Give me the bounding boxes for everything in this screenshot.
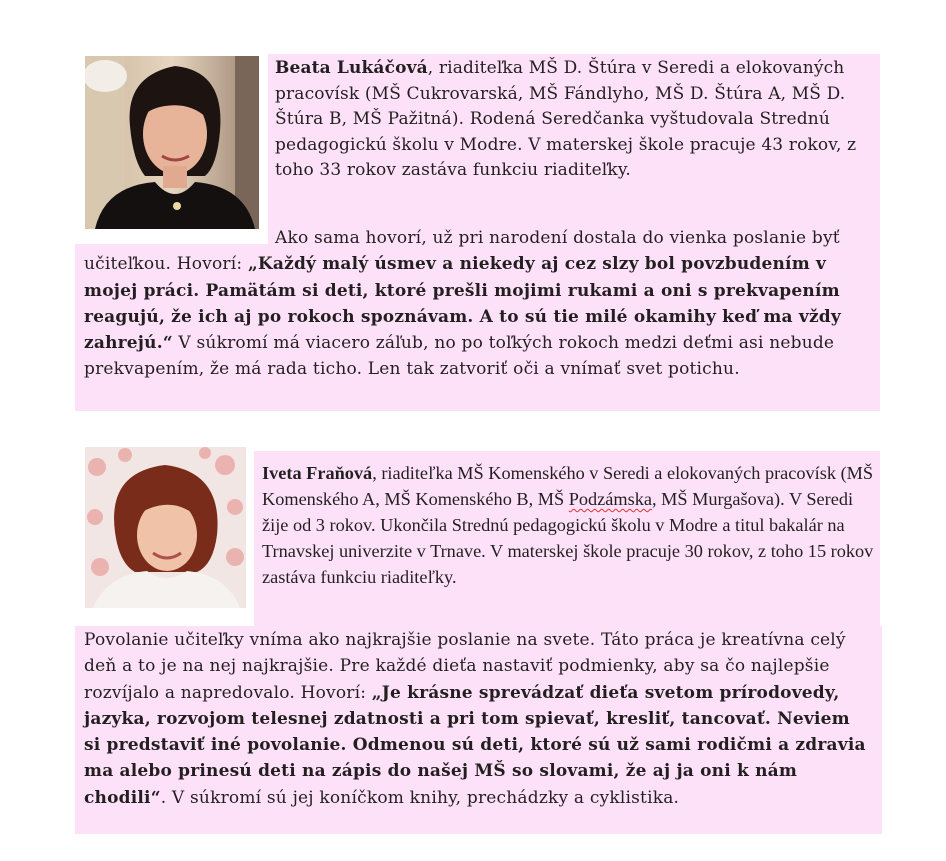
- profile2-name: Iveta Fraňová: [262, 463, 373, 483]
- profile1-quote: „Každý malý úsmev a niekedy aj cez slzy bol povzbudením v mojej práci. Pamätám si deti, ktoré prešli mojimi rukami a oni s prekvapením reagujú, že ich aj po rokoch spoznávam. A to sú tie milé okamihy keď ma vždy zahrejú.“: [84, 254, 841, 354]
- profile2-intro: Iveta Fraňová, riaditeľka MŠ Komenského v Seredi a elokovaných pracovísk (MŠ Komenského A, MŠ Komenského B, MŠ Podzámska, MŠ Murgašova). V Seredi žije od 3 rokov. Ukončila Strednú pedagogickú školu v Modre a titul bakalár na Trnavskej univerzite v Trnave. V materskej škole pracuje 30 rokov, z toho 15 rokov zastáva funkciu riaditeľky.: [262, 463, 874, 587]
- profile2-paragraph: Povolanie učiteľky vníma ako najkrajšie poslanie na svete. Táto práca je kreatívna celý deň a to je na nej najkrajšie. Pre každé dieťa nastaviť podmienky, aby sa čo najlepšie rozvíjalo a napredovalo. Hovorí: „Je krásne sprevádzať dieťa svetom prírodovedy, jazyka, rozvojom telesnej zdatnosti a pri tom spievať, kresliť, tancovať. Neviem si predstaviť iné povolanie. Odmenou sú deti, ktoré sú už sami rodičmi a zdravia ma alebo prinesú deti na zápis do našej MŠ so slovami, že aj ja oni k nám chodili“. V súkromí sú jej koníčkom knihy, prechádzky a cyklistika.: [84, 630, 866, 808]
- profile2-quote: „Je krásne sprevádzať dieťa svetom prírodovedy, jazyka, rozvojom telesnej zdatnosti a pri tom spievať, kresliť, tancovať. Neviem si predstaviť iné povolanie. Odmenou sú deti, ktoré sú už sami rodičmi a zdravia ma alebo prinesú deti na zápis do našej MŠ so slovami, že aj ja oni k nám chodili“: [84, 682, 866, 808]
- profile2-photo: [85, 447, 246, 608]
- spellcheck-flagged-word: Podzámska: [568, 489, 652, 509]
- portrait-photo-icon: [85, 56, 259, 229]
- profile1-intro: Beata Lukáčová, riaditeľka MŠ D. Štúra v Seredi a elokovaných pracovísk (MŠ Cukrovarská, MŠ Fándlyho, MŠ D. Štúra A, MŠ D. Štúra B, MŠ Pažitná). Rodená Seredčanka vyštudovala Strednú pedagogickú školu v Modre. V materskej škole pracuje 43 rokov, z toho 33 rokov zastáva funkciu riaditeľky.: [275, 58, 857, 181]
- portrait-photo-icon: [85, 447, 246, 608]
- profile1-photo: [85, 56, 259, 229]
- profile1-paragraph: Ako sama hovorí, už pri narodení dostala do vienka poslanie byť učiteľkou. Hovorí: „Každý malý úsmev a niekedy aj cez slzy bol povzbudením v mojej práci. Pamätám si deti, ktoré prešli mojimi rukami a oni s prekvapením reagujú, že ich aj po rokoch spoznávam. A to sú tie milé okamihy keď ma vždy zahrejú.“ V súkromí má viacero záľub, no po toľkých rokoch medzi deťmi asi nebude prekvapením, že má rada ticho. Len tak zatvoriť oči a vnímať svet potichu.: [84, 228, 841, 380]
- profile1-name: Beata Lukáčová: [275, 58, 428, 78]
